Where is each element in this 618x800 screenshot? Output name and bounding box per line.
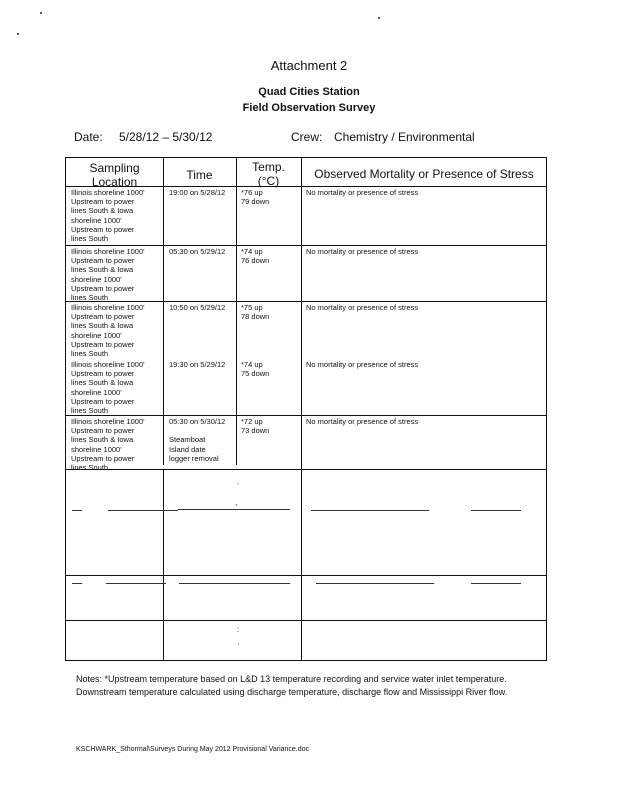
- row-divider: [66, 245, 547, 246]
- header-time: Time: [186, 168, 213, 182]
- row4-temp: *74 up 75 down: [241, 360, 270, 379]
- row1-observed: No mortality or presence of stress: [306, 188, 419, 197]
- survey-title: Field Observation Survey: [242, 102, 376, 114]
- row2-temp: *74 up 76 down: [241, 247, 270, 266]
- blank-line: [471, 583, 521, 584]
- blank-line: [72, 583, 82, 584]
- row4-time: 19:30 on 5/29/12: [169, 360, 226, 369]
- header-divider: [301, 186, 547, 187]
- date-label: Date:: [74, 130, 103, 144]
- blank-line: [72, 510, 82, 511]
- row2-location: Illinois shoreline 1000' Upstream to power lines South & Iowa shoreline 1000' Upstream to power lines South: [71, 247, 145, 303]
- scan-mark: ·: [237, 639, 240, 648]
- scan-speck: [40, 12, 42, 14]
- row4-location: Illinois shoreline 1000' Upstream to power lines South & Iowa shoreline 1000' Upstream to power lines South: [71, 360, 145, 416]
- notes: Notes: *Upstream temperature based on L&D 13 temperature recording and service water inlet temperature. Downstream temperature calculated using discharge temperature, discharge flow and Mississippi River flow.: [76, 674, 508, 697]
- header-observed: Observed Mortality or Presence of Stress: [314, 167, 534, 181]
- station-title: Quad Cities Station: [258, 86, 360, 98]
- row5-temp: *72 up 73 down: [241, 417, 270, 436]
- col-divider: [236, 158, 237, 465]
- header-temp: Temp. (°C): [252, 160, 285, 188]
- scan-mark: .: [237, 477, 240, 486]
- scan-mark: :: [237, 625, 240, 634]
- scan-speck: [17, 33, 19, 35]
- col-divider: [163, 469, 164, 661]
- row5-time: 05:30 on 5/30/12 Steamboat Island date logger removal: [169, 417, 226, 463]
- blank-line: [316, 583, 434, 584]
- crew-value: Chemistry / Environmental: [334, 130, 475, 144]
- row5-location: Illinois shoreline 1000' Upstream to power lines South & Iowa shoreline 1000' Upstream to power lines South: [71, 417, 145, 473]
- row-divider: [66, 575, 547, 576]
- blank-line: [179, 583, 290, 584]
- col-divider: [163, 158, 164, 465]
- blank-line: [178, 509, 290, 510]
- row1-location: Illinois shoreline 1000' Upstream to power lines South & Iowa shoreline 1000' Upstream to power lines South: [71, 188, 145, 244]
- row3-observed: No mortality or presence of stress: [306, 303, 419, 312]
- blank-line: [106, 583, 166, 584]
- row3-location: Illinois shoreline 1000' Upstream to power lines South & Iowa shoreline 1000' Upstream to power lines South: [71, 303, 145, 359]
- crew-label: Crew:: [291, 130, 323, 144]
- scan-mark: ,: [235, 498, 238, 507]
- file-path-footer: KSCHWARK_Sthormal\Surveys During May 2012 Provisional Variance.doc: [76, 746, 310, 753]
- row2-observed: No mortality or presence of stress: [306, 247, 419, 256]
- date-value: 5/28/12 – 5/30/12: [119, 130, 213, 144]
- observation-table: [65, 157, 547, 661]
- attachment-label: Attachment 2: [270, 58, 348, 73]
- row3-temp: *75 up 78 down: [241, 303, 270, 322]
- row4-observed: No mortality or presence of stress: [306, 360, 419, 369]
- header-sampling-location: Sampling Location: [89, 161, 140, 189]
- row-divider: [66, 620, 547, 621]
- row5-observed: No mortality or presence of stress: [306, 417, 419, 426]
- row1-time: 19:00 on 5/28/12: [169, 188, 226, 197]
- row1-temp: *76 up 79 down: [241, 188, 270, 207]
- row2-time: 05:30 on 5/29/12: [169, 247, 226, 256]
- blank-line: [311, 510, 429, 511]
- row3-time: 10:50 on 5/29/12: [169, 303, 226, 312]
- scan-speck: [378, 17, 380, 19]
- col-divider: [301, 469, 302, 661]
- blank-line: [471, 510, 521, 511]
- col-divider: [301, 158, 302, 504]
- blank-line: [108, 510, 178, 511]
